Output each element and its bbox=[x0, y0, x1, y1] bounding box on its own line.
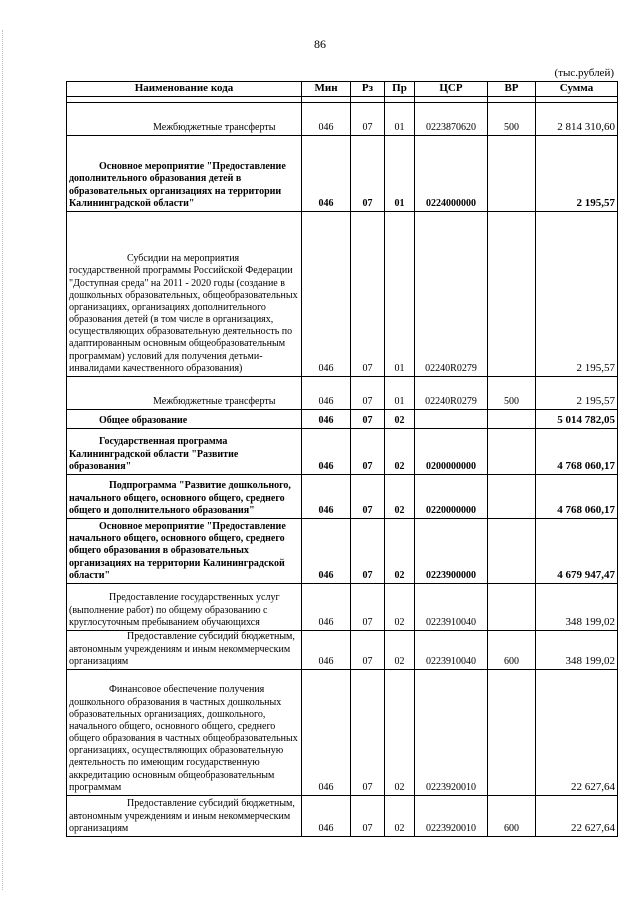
row-sum-cell: 22 627,64 bbox=[536, 796, 618, 837]
row-name-cell: Предоставление государственных услуг (выполнение работ) по общему образованию с круглосуточным пребыванием обучающихся bbox=[67, 584, 302, 631]
row-name-cell: Межбюджетные трансферты bbox=[67, 103, 302, 136]
row-csr-cell: 02240R0279 bbox=[415, 377, 488, 410]
table-header-row bbox=[67, 82, 618, 97]
header-min: Мин bbox=[302, 82, 351, 97]
row-csr-cell: 0223910040 bbox=[415, 584, 488, 631]
row-vr-cell bbox=[488, 584, 536, 631]
row-rz-cell: 07 bbox=[351, 377, 385, 410]
row-csr-cell: 0223870620 bbox=[415, 103, 488, 136]
row-vr-cell bbox=[488, 429, 536, 475]
table-row bbox=[67, 103, 618, 136]
row-vr-cell bbox=[488, 475, 536, 519]
row-sum-cell: 2 195,57 bbox=[536, 377, 618, 410]
row-name-cell: Межбюджетные трансферты bbox=[67, 377, 302, 410]
units-label: (тыс.рублей) bbox=[554, 67, 614, 79]
table-row bbox=[67, 670, 618, 796]
row-pr-cell: 02 bbox=[385, 410, 415, 429]
row-name-cell: Финансовое обеспечение получения дошкольного образования в частных дошкольных образовательных организациях, дошкольного, начального общего, основного общего, среднего общего образования в частных общеобразовательных организациях, осуществляющих образовательную деятельность по имеющим государственную аккредитацию основным общеобразовательным программам bbox=[67, 670, 302, 796]
row-csr-cell: 0223920010 bbox=[415, 796, 488, 837]
row-csr-cell: 0223910040 bbox=[415, 631, 488, 670]
row-rz-cell: 07 bbox=[351, 631, 385, 670]
row-pr-cell: 01 bbox=[385, 136, 415, 212]
row-pr-cell: 02 bbox=[385, 475, 415, 519]
row-sum-cell: 2 195,57 bbox=[536, 212, 618, 377]
row-min-cell: 046 bbox=[302, 796, 351, 837]
header-pr: Пр bbox=[385, 82, 415, 97]
row-pr-cell: 02 bbox=[385, 584, 415, 631]
row-vr-cell: 600 bbox=[488, 631, 536, 670]
table-row bbox=[67, 212, 618, 377]
table-row bbox=[67, 429, 618, 475]
row-sum-cell: 4 768 060,17 bbox=[536, 429, 618, 475]
header-csr: ЦСР bbox=[415, 82, 488, 97]
row-min-cell: 046 bbox=[302, 103, 351, 136]
row-csr-cell: 0223920010 bbox=[415, 670, 488, 796]
row-sum-cell: 22 627,64 bbox=[536, 670, 618, 796]
row-min-cell: 046 bbox=[302, 584, 351, 631]
table-row bbox=[67, 796, 618, 837]
row-sum-cell: 5 014 782,05 bbox=[536, 410, 618, 429]
row-name-cell: Подпрограмма "Развитие дошкольного, начального общего, основного общего, среднего общего и дополнительного образования" bbox=[67, 475, 302, 519]
row-rz-cell: 07 bbox=[351, 410, 385, 429]
row-sum-cell: 348 199,02 bbox=[536, 631, 618, 670]
row-vr-cell: 500 bbox=[488, 103, 536, 136]
row-sum-cell: 2 814 310,60 bbox=[536, 103, 618, 136]
row-vr-cell bbox=[488, 519, 536, 584]
header-name: Наименование кода bbox=[67, 82, 302, 97]
row-sum-cell: 4 679 947,47 bbox=[536, 519, 618, 584]
table-row bbox=[67, 475, 618, 519]
row-pr-cell: 02 bbox=[385, 631, 415, 670]
row-min-cell: 046 bbox=[302, 631, 351, 670]
table-row bbox=[67, 631, 618, 670]
row-vr-cell bbox=[488, 136, 536, 212]
row-pr-cell: 02 bbox=[385, 670, 415, 796]
row-rz-cell: 07 bbox=[351, 519, 385, 584]
row-csr-cell: 0223900000 bbox=[415, 519, 488, 584]
row-name-cell: Основное мероприятие "Предоставление дополнительного образования детей в образовательных организациях на территории Калининградской области" bbox=[67, 136, 302, 212]
row-csr-cell: 02240R0279 bbox=[415, 212, 488, 377]
row-sum-cell: 2 195,57 bbox=[536, 136, 618, 212]
row-vr-cell bbox=[488, 670, 536, 796]
row-min-cell: 046 bbox=[302, 670, 351, 796]
row-pr-cell: 02 bbox=[385, 429, 415, 475]
row-min-cell: 046 bbox=[302, 377, 351, 410]
row-name-cell: Предоставление субсидий бюджетным, автономным учреждениям и иным некоммерческим организациям bbox=[67, 796, 302, 837]
row-rz-cell: 07 bbox=[351, 584, 385, 631]
row-sum-cell: 4 768 060,17 bbox=[536, 475, 618, 519]
row-name-cell: Общее образование bbox=[67, 410, 302, 429]
row-vr-cell: 500 bbox=[488, 377, 536, 410]
row-csr-cell bbox=[415, 410, 488, 429]
row-min-cell: 046 bbox=[302, 410, 351, 429]
row-name-cell: Государственная программа Калининградской области "Развитие образования" bbox=[67, 429, 302, 475]
header-rz: Рз bbox=[351, 82, 385, 97]
row-name-cell: Субсидии на мероприятия государственной программы Российской Федерации "Доступная среда" на 2011 - 2020 годы (создание в дошкольных образовательных, общеобразовательных организациях, организациях дополнительного образования детей (в том числе в организациях, осуществляющих образовательную деятельность по адаптированным основным общеобразовательным программам) условий для получения детьми-инвалидами качественного образования) bbox=[67, 212, 302, 377]
row-min-cell: 046 bbox=[302, 429, 351, 475]
table-row bbox=[67, 519, 618, 584]
table-row bbox=[67, 136, 618, 212]
row-rz-cell: 07 bbox=[351, 475, 385, 519]
row-csr-cell: 0224000000 bbox=[415, 136, 488, 212]
row-pr-cell: 02 bbox=[385, 519, 415, 584]
row-pr-cell: 01 bbox=[385, 103, 415, 136]
row-rz-cell: 07 bbox=[351, 670, 385, 796]
table-row bbox=[67, 410, 618, 429]
row-rz-cell: 07 bbox=[351, 429, 385, 475]
row-pr-cell: 01 bbox=[385, 212, 415, 377]
row-rz-cell: 07 bbox=[351, 136, 385, 212]
page-number: 86 bbox=[314, 37, 326, 51]
row-csr-cell: 0200000000 bbox=[415, 429, 488, 475]
row-min-cell: 046 bbox=[302, 212, 351, 377]
row-rz-cell: 07 bbox=[351, 796, 385, 837]
row-vr-cell: 600 bbox=[488, 796, 536, 837]
budget-table bbox=[66, 81, 618, 837]
row-pr-cell: 01 bbox=[385, 377, 415, 410]
row-min-cell: 046 bbox=[302, 475, 351, 519]
row-rz-cell: 07 bbox=[351, 103, 385, 136]
row-vr-cell bbox=[488, 410, 536, 429]
row-min-cell: 046 bbox=[302, 136, 351, 212]
header-sum: Сумма bbox=[536, 82, 618, 97]
row-rz-cell: 07 bbox=[351, 212, 385, 377]
row-name-cell: Предоставление субсидий бюджетным, автономным учреждениям и иным некоммерческим организациям bbox=[67, 631, 302, 670]
header-vr: ВР bbox=[488, 82, 536, 97]
row-min-cell: 046 bbox=[302, 519, 351, 584]
row-vr-cell bbox=[488, 212, 536, 377]
table-row bbox=[67, 377, 618, 410]
margin-binding-dots bbox=[2, 30, 6, 890]
row-name-cell: Основное мероприятие "Предоставление начального общего, основного общего, среднего общего образования в образовательных организациях на территории Калининградской области" bbox=[67, 519, 302, 584]
row-csr-cell: 0220000000 bbox=[415, 475, 488, 519]
table-row bbox=[67, 584, 618, 631]
row-pr-cell: 02 bbox=[385, 796, 415, 837]
row-sum-cell: 348 199,02 bbox=[536, 584, 618, 631]
